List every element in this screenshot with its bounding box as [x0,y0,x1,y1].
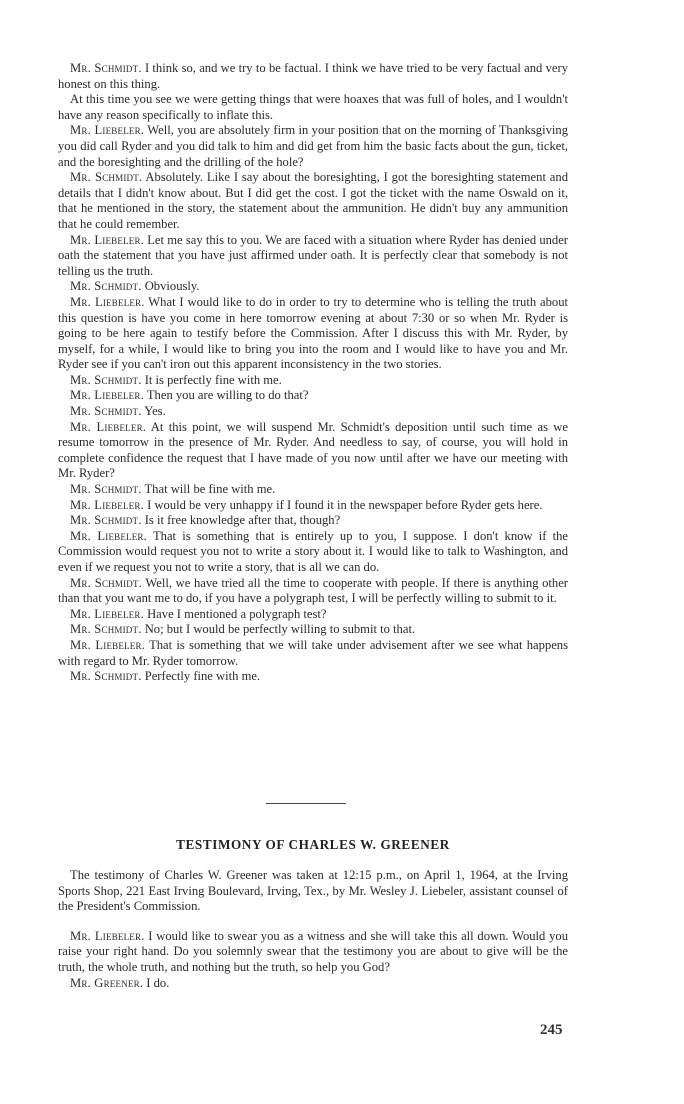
paragraph-text: Well, we have tried all the time to cooperate with people. If there is anything other than that you want me to do, if you have a polygraph test, I will be perfectly willing to submit to it. [58,575,568,606]
paragraph-text: Let me say this to you. We are faced with a situation where Ryder has denied under oath the statement that you have just affirmed under oath. It is perfectly clear that somebody is not telling us the truth. [58,232,569,278]
paragraph [58,576,568,607]
paragraph [58,61,568,92]
paragraph-text: At this point, we will suspend Mr. Schmidt's deposition until such time as we resume tomorrow in the presence of Mr. Ryder. And needless to say, of course, you will hold in complete confidence the request that I have made of you now until after we have our meeting with Mr. Ryder? [58,419,568,481]
speaker-label: Mr. Liebeler. [70,294,145,309]
speaker-label: Mr. Schmidt. [70,372,142,387]
paragraph-text: That will be fine with me. [141,482,276,497]
speaker-label: Mr. Schmidt. [70,61,142,75]
speaker-label: Mr. Schmidt. [70,482,142,497]
paragraph-text: What I would like to do in order to try to determine who is telling the truth about this question is have you come in here tomorrow evening at about 7:30 or so when Mr. Ryder is going to be here again to testify before the Commission. After I discuss this with Mr. Ryder, by myself, for a while, I would like to bring you into the room and I would like to have you and Mr. Ryder see if you can't iron out this apparent inconsistency in the two stories. [58,294,568,372]
paragraph [58,233,568,280]
section-divider [266,803,346,804]
speaker-label: Mr. Schmidt. [70,279,142,294]
paragraph [58,388,568,404]
speaker-label: Mr. Schmidt. [70,513,142,528]
greener-testimony [58,868,568,991]
paragraph [58,513,568,529]
paragraph [58,420,568,482]
paragraph [58,638,568,669]
speaker-label: Mr. Liebeler. [70,528,147,543]
paragraph [58,92,568,123]
speaker-label: Mr. Liebeler. [70,123,145,138]
paragraph-text: Perfectly fine with me. [141,669,261,684]
paragraph-text: Then you are willing to do that? [143,388,309,403]
spacer [58,915,568,929]
paragraph-text: Obviously. [141,279,200,294]
paragraph [58,607,568,623]
speaker-label: Mr. Schmidt. [70,404,142,419]
paragraph [58,279,568,295]
paragraph [58,170,568,232]
speaker-label: Mr. Liebeler. [70,928,145,943]
paragraph [58,529,568,576]
speaker-label: Mr. Liebeler. [70,637,146,652]
paragraph-text: Is it free knowledge after that, though? [141,513,341,528]
paragraph [58,373,568,389]
speaker-label: Mr. Schmidt. [70,669,142,684]
paragraph-text: Yes. [141,404,166,419]
speaker-label: Mr. Liebeler. [70,606,144,621]
paragraph [58,929,568,976]
paragraph [58,482,568,498]
paragraph-text: That is something that is entirely up to you, I suppose. I don't know if the Commission would request you not to write a story about it. I would like to talk to Washington, and even if we request you not to write a story, that is all we can do. [58,528,568,574]
paragraph-text: I think so, and we try to be factual. I think we have tried to be very factual and very honest on this thing. [58,61,568,91]
intro-paragraph: The testimony of Charles W. Greener was taken at 12:15 p.m., on April 1, 1964, at the Irving Sports Shop, 221 East Irving Boulevard, Irving, Tex., by Mr. Wesley J. Liebeler, assistant counsel of the President's Commission. [58,868,568,914]
paragraph-text: That is something that we will take under advisement after we see what happens with regard to Mr. Ryder tomorrow. [58,637,569,668]
speaker-label: Mr. Schmidt. [70,170,143,185]
speaker-label: Mr. Liebeler. [70,232,145,247]
paragraph-text: Absolutely. Like I say about the boresighting, I got the boresighting statement and details that I didn't know about. But I did get the cost. I got the ticket with the name Oswald on it, that he mentioned in the story, the statement about the ammunition. He didn't buy any ammunition that he could remember. [58,170,568,231]
paragraph [58,976,568,992]
paragraph [58,669,568,685]
paragraph [58,622,568,638]
paragraph-text: No; but I would be perfectly willing to submit to that. [141,622,416,637]
paragraph [58,123,568,170]
paragraph-text: At this time you see we were getting things that were hoaxes that was full of holes, and I wouldn't have any reason specifically to inflate this. [58,92,568,122]
paragraph [58,498,568,514]
paragraph-text: I would be very unhappy if I found it in the newspaper before Ryder gets here. [143,497,543,512]
speaker-label: Mr. Liebeler. [70,497,144,512]
paragraph-text: I do. [143,975,170,990]
speaker-label: Mr. Liebeler. [70,419,147,434]
speaker-label: Mr. Liebeler. [70,388,144,403]
paragraph [58,404,568,420]
speaker-label: Mr. Greener. [70,975,144,990]
speaker-label: Mr. Schmidt. [70,575,143,590]
transcript-body [58,61,568,685]
paragraph-text: I would like to swear you as a witness and she will take this all down. Would you raise your right hand. Do you solemnly swear that the testimony you are about to give will be the truth, the whole truth, and nothing but the truth, so help you God? [58,928,568,974]
page-number: 245 [540,1022,563,1038]
paragraph-text: Well, you are absolutely firm in your position that on the morning of Thanksgiving you did call Ryder and you did talk to him and did get from him the basic facts about the gun, ticket, and the boresighting and the drilling of the hole? [58,123,568,169]
paragraph [58,295,568,373]
paragraph-text: Have I mentioned a polygraph test? [143,606,327,621]
section-heading: TESTIMONY OF CHARLES W. GREENER [176,837,450,852]
paragraph-text: It is perfectly fine with me. [141,372,282,387]
speaker-label: Mr. Schmidt. [70,622,142,637]
